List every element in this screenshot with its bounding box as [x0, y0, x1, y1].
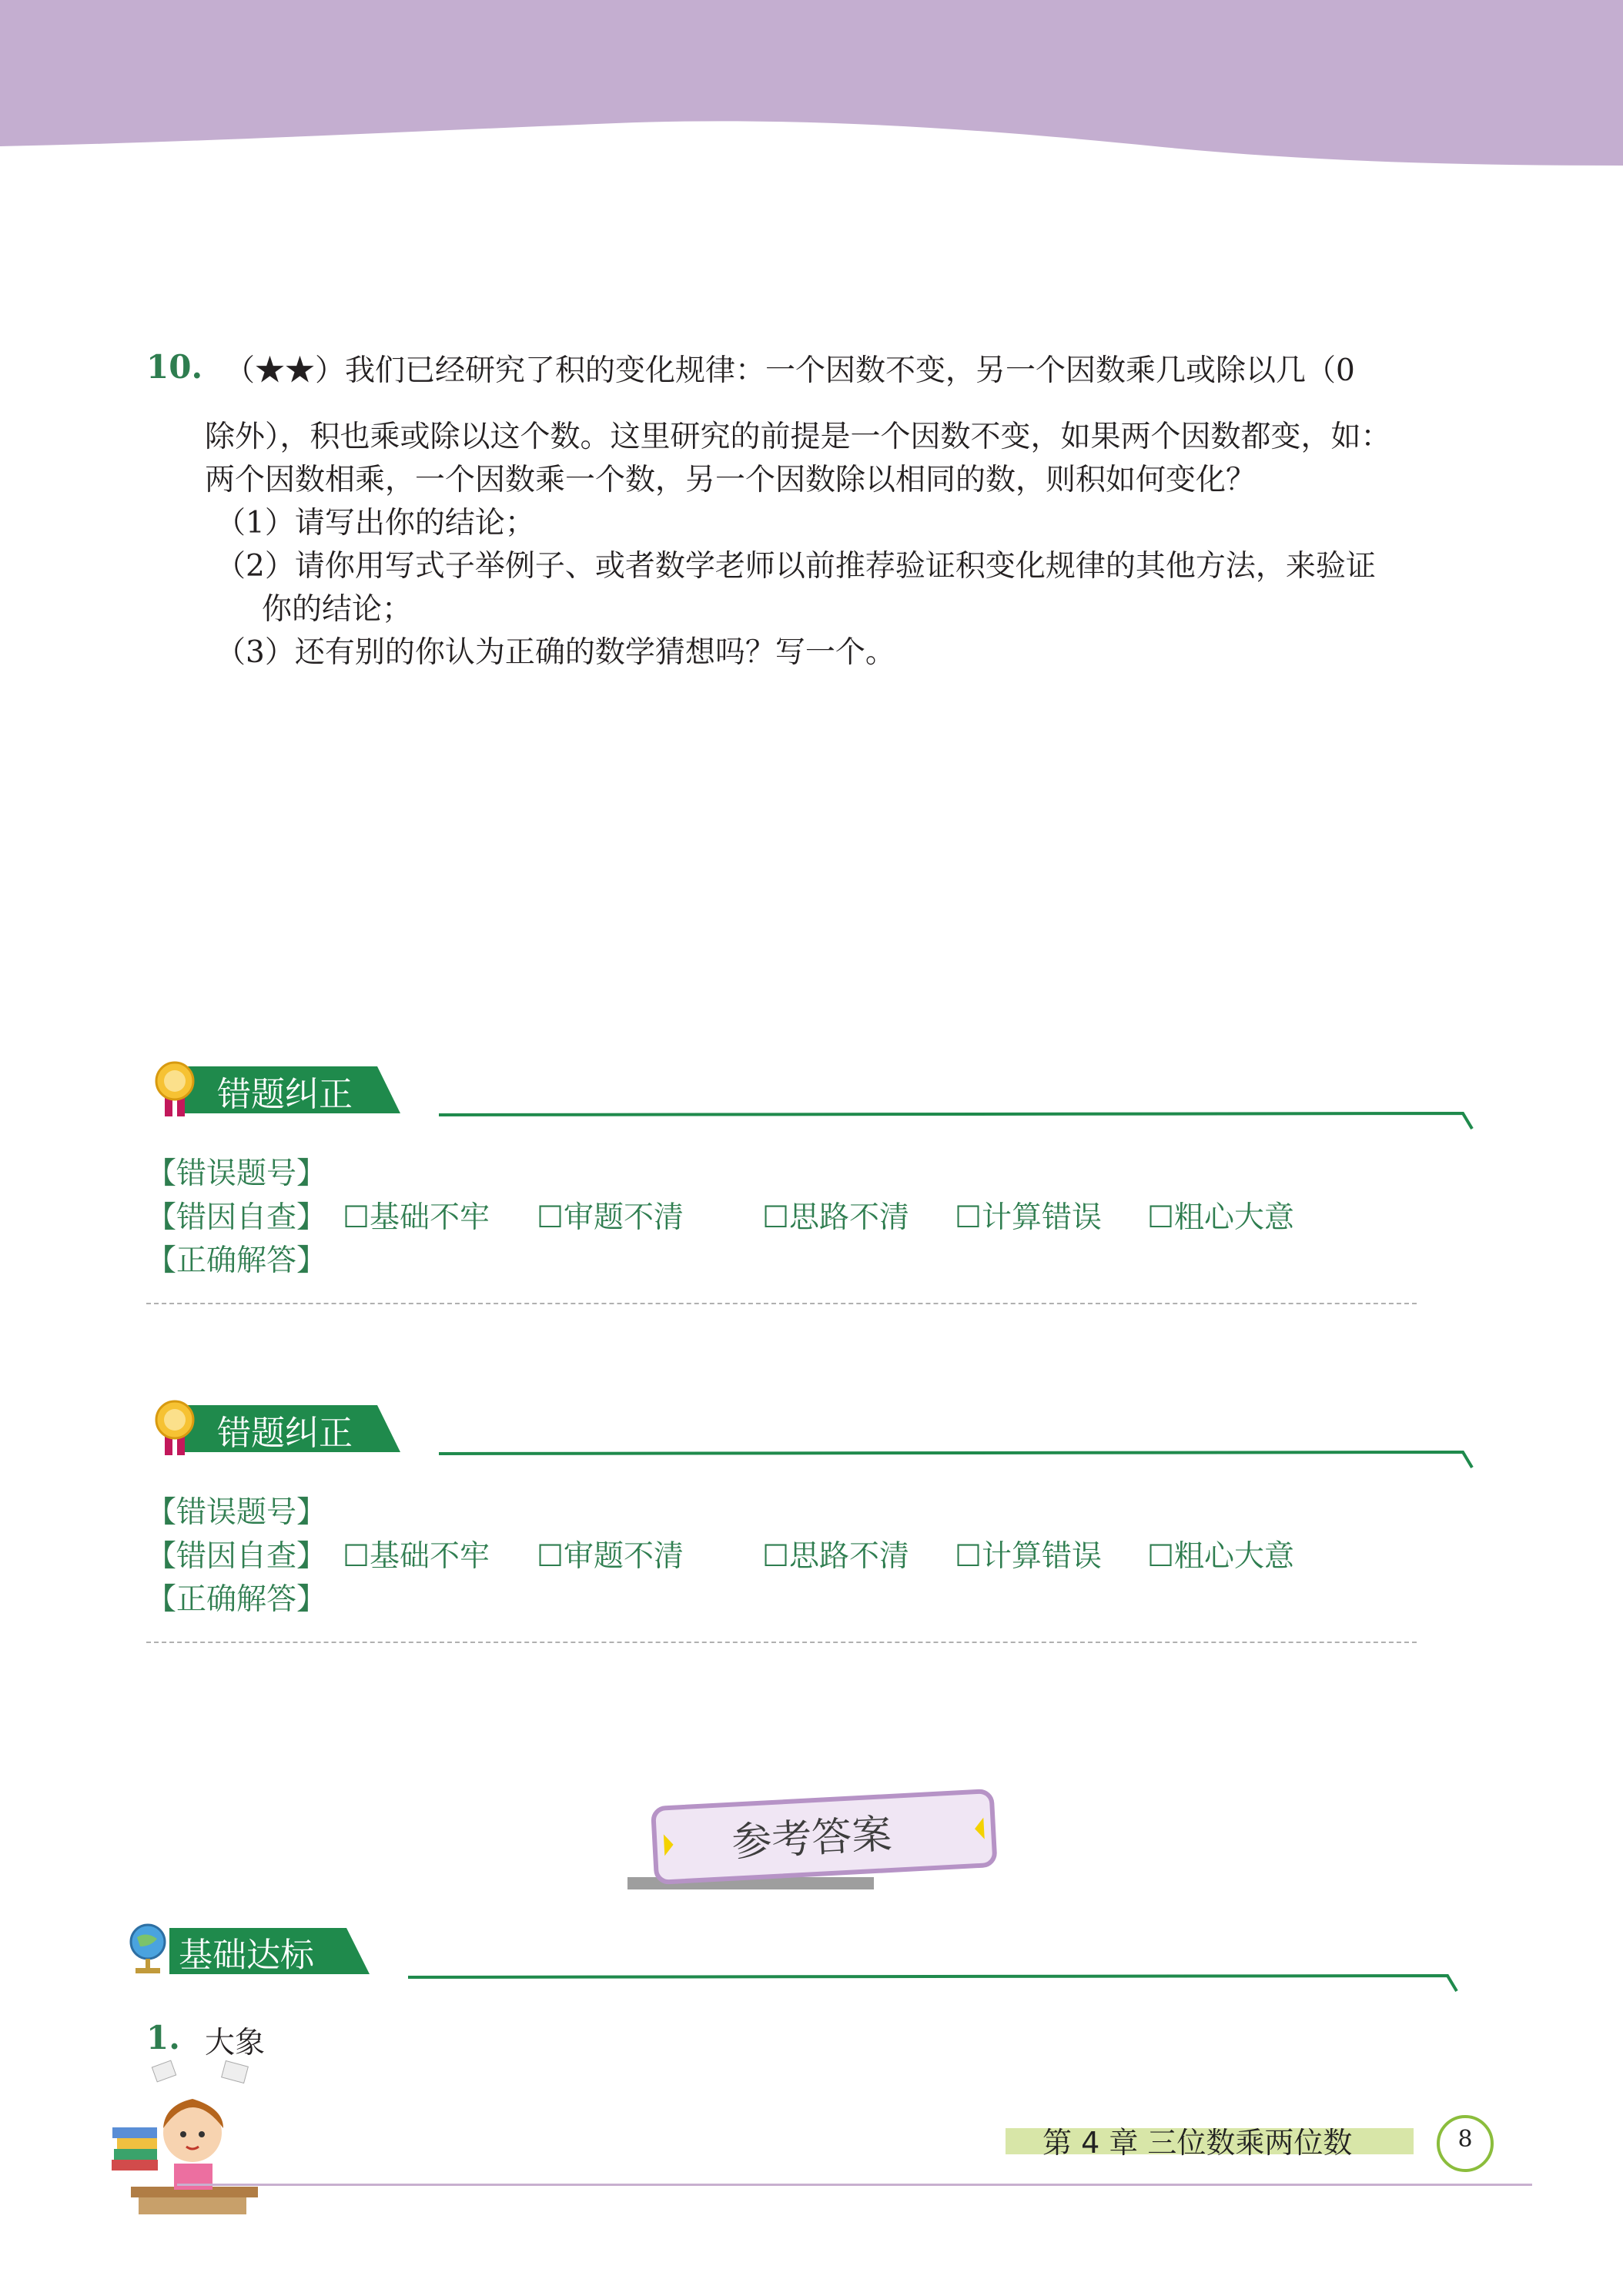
- question-line-2: 除外），积也乘或除以这个数。这里研究的前提是一个因数不变，如果两个因数都变，如：: [205, 420, 1391, 454]
- section-header-bar: [154, 1394, 1478, 1478]
- globe-icon: [123, 1919, 172, 1977]
- question-subitem-3: （3）还有别的你认为正确的数学猜想吗？写一个。: [216, 635, 895, 670]
- question-subitem-2-cont: 你的结论；: [262, 592, 413, 627]
- divider: [146, 1642, 1417, 1643]
- section-title: 错题纠正: [217, 1414, 353, 1453]
- wrong-number-label: 【错误题号】: [146, 1156, 327, 1191]
- cause-label: 【错因自查】: [146, 1200, 327, 1235]
- section-title: 错题纠正: [217, 1075, 353, 1114]
- question-subitem-1: （1）请写出你的结论；: [216, 506, 535, 541]
- wrong-number-label: 【错误题号】: [146, 1495, 327, 1530]
- correction-block-2: [0, 1394, 1623, 1648]
- answer-1-text: 大象: [205, 2026, 266, 2060]
- option-careless[interactable]: ☐粗心大意: [1147, 1539, 1294, 1574]
- option-thinking[interactable]: ☐思路不清: [762, 1200, 909, 1235]
- section-header-bar: [154, 1055, 1478, 1140]
- answer-banner-text: 参考答案: [730, 1811, 893, 1866]
- question-subitem-2: （2）请你用写式子举例子、或者数学老师以前推荐验证积变化规律的其他方法，来验证: [216, 549, 1376, 584]
- answer-label: 【正确解答】: [146, 1243, 327, 1278]
- question-number: 10.: [146, 348, 203, 386]
- option-careless[interactable]: ☐粗心大意: [1147, 1200, 1294, 1235]
- question-line-3: 两个因数相乘，一个因数乘一个数，另一个因数除以相同的数，则积如何变化？: [205, 463, 1257, 497]
- option-basic[interactable]: ☐基础不牢: [343, 1539, 490, 1574]
- option-basic[interactable]: ☐基础不牢: [343, 1200, 490, 1235]
- header-wave-banner: [0, 0, 1623, 177]
- basics-title: 基础达标: [179, 1936, 314, 1975]
- chapter-title: 第 4 章 三位数乘两位数: [1042, 2126, 1353, 2160]
- basics-header-bar: [123, 1917, 1463, 2002]
- answer-label: 【正确解答】: [146, 1582, 327, 1617]
- divider: [146, 1303, 1417, 1304]
- cause-label: 【错因自查】: [146, 1539, 327, 1574]
- medal-icon: [154, 1059, 197, 1120]
- page-number: 8: [1457, 2126, 1473, 2153]
- answer-1-number: 1.: [146, 2019, 180, 2057]
- question-line-1: （★★）我们已经研究了积的变化规律：一个因数不变，另一个因数乘几或除以几（0: [225, 353, 1355, 388]
- option-reading[interactable]: ☐审题不清: [537, 1539, 684, 1574]
- footer-rule: [177, 2184, 1532, 2186]
- option-calculation[interactable]: ☐计算错误: [955, 1200, 1102, 1235]
- option-reading[interactable]: ☐审题不清: [537, 1200, 684, 1235]
- correction-block-1: [0, 1055, 1623, 1309]
- option-thinking[interactable]: ☐思路不清: [762, 1539, 909, 1574]
- girl-reading-illustration: [108, 2048, 323, 2217]
- medal-icon: [154, 1398, 197, 1458]
- option-calculation[interactable]: ☐计算错误: [955, 1539, 1102, 1574]
